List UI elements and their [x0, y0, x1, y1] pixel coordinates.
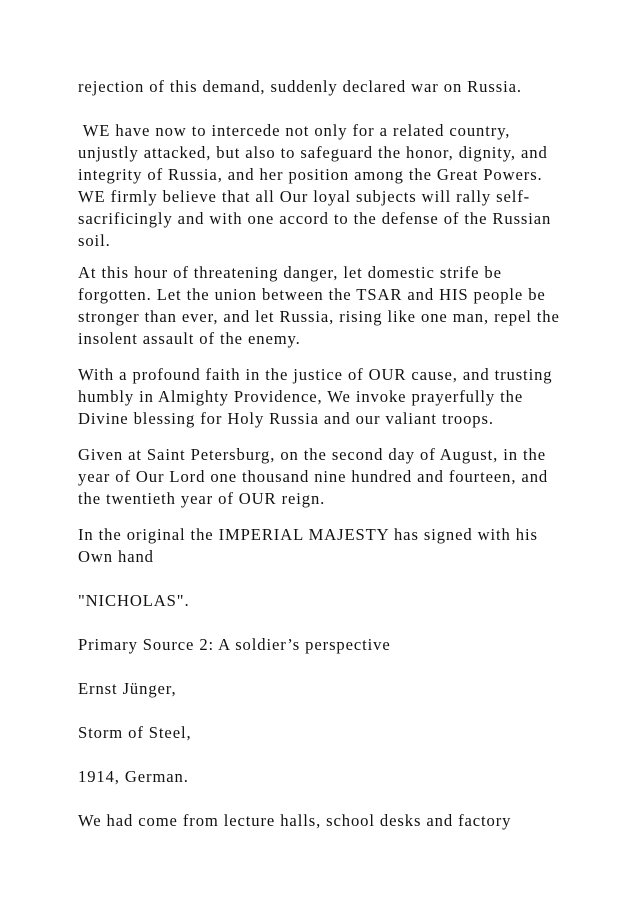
text-line: sacrificingly and with one accord to the defense of the Russian: [78, 209, 552, 228]
text-line: rejection of this demand, suddenly declared war on Russia.: [78, 77, 522, 96]
text-line: WE have now to intercede not only for a related country,: [78, 121, 511, 140]
text-line: insolent assault of the enemy.: [78, 329, 301, 348]
text-line: forgotten. Let the union between the TSAR and HIS people be: [78, 285, 546, 304]
text-line: WE firmly believe that all Our loyal subjects will rally self-: [78, 187, 531, 206]
text-line: Own hand: [78, 547, 154, 566]
text-line: the twentieth year of OUR reign.: [78, 489, 326, 508]
work-title: Storm of Steel,: [78, 723, 192, 742]
document-page: [78, 0, 598, 902]
section-heading: Primary Source 2: A soldier’s perspective: [78, 635, 391, 654]
text-line: soil.: [78, 231, 111, 250]
text-line: With a profound faith in the justice of OUR cause, and trusting: [78, 365, 553, 384]
signature-text: "NICHOLAS".: [78, 591, 190, 610]
publication-info: 1914, German.: [78, 767, 189, 786]
text-line: humbly in Almighty Providence, We invoke prayerfully the: [78, 387, 524, 406]
text-line: year of Our Lord one thousand nine hundred and fourteen, and: [78, 467, 549, 486]
text-line: We had come from lecture halls, school desks and factory: [78, 811, 512, 830]
text-line: integrity of Russia, and her position among the Great Powers.: [78, 165, 543, 184]
author-name: Ernst Jünger,: [78, 679, 177, 698]
text-line: stronger than ever, and let Russia, rising like one man, repel the: [78, 307, 560, 326]
text-line: unjustly attacked, but also to safeguard the honor, dignity, and: [78, 143, 548, 162]
text-line: Given at Saint Petersburg, on the second day of August, in the: [78, 445, 546, 464]
text-line: At this hour of threatening danger, let domestic strife be: [78, 263, 502, 282]
text-line: Divine blessing for Holy Russia and our valiant troops.: [78, 409, 494, 428]
text-line: In the original the IMPERIAL MAJESTY has signed with his: [78, 525, 538, 544]
